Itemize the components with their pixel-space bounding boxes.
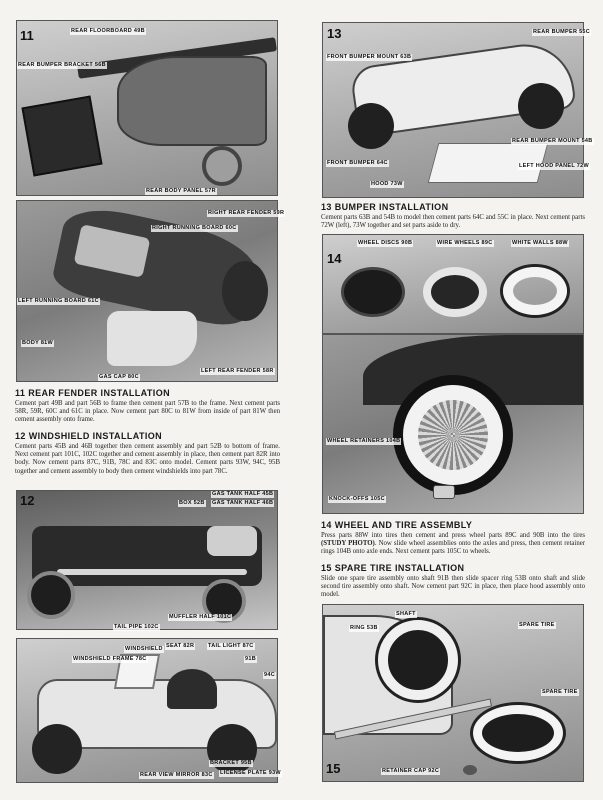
wheel-disc xyxy=(341,267,405,317)
label-gas-tank-46b: GAS TANK HALF 46B xyxy=(212,500,274,506)
seat xyxy=(167,669,217,709)
wire-spokes xyxy=(418,400,488,470)
body-shell xyxy=(117,56,267,146)
label-license-plate: LICENSE PLATE 93W xyxy=(220,770,281,776)
step-title: WHEEL AND TIRE ASSEMBLY xyxy=(334,520,473,530)
step-title: BUMPER INSTALLATION xyxy=(334,202,449,212)
step-number: 15 xyxy=(321,563,332,573)
label-white-walls: WHITE WALLS 88W xyxy=(512,240,568,246)
label-left-running-board: LEFT RUNNING BOARD 61C xyxy=(18,298,99,304)
label-rear-bumper-bracket: REAR BUMPER BRACKET 56B xyxy=(18,62,106,68)
step-11-heading xyxy=(15,388,280,399)
label-hood: HOOD 73W xyxy=(371,181,403,187)
label-rear-floorboard: REAR FLOORBOARD 49B xyxy=(71,28,145,34)
step-14-text xyxy=(321,532,585,557)
photo-bumper xyxy=(322,22,584,198)
label-front-bumper: FRONT BUMPER 64C xyxy=(327,160,388,166)
label-left-hood-panel: LEFT HOOD PANEL 72W xyxy=(519,163,589,169)
wheel xyxy=(202,146,242,186)
label-gas-tank-45b: GAS TANK HALF 45B xyxy=(212,491,274,497)
label-knock-offs: KNOCK-OFFS 105C xyxy=(329,496,385,502)
photo-step-number: 14 xyxy=(327,251,342,266)
step-number: 14 xyxy=(321,520,332,530)
label-94c: 94C xyxy=(264,672,275,678)
label-tail-light: TAIL LIGHT 87C xyxy=(208,643,254,649)
front-wheel xyxy=(32,724,82,774)
label-wheel-discs: WHEEL DISCS 90B xyxy=(358,240,413,246)
step-13-text: Cement parts 63B and 54B to model then cement parts 64C and 55C in place. Next cement parts 72W (left), 73W together and set parts aside to dry. xyxy=(321,214,585,230)
body-tub xyxy=(107,311,197,366)
label-left-rear-fender: LEFT REAR FENDER 58R xyxy=(201,368,274,374)
step-12-text: Cement parts 45B and 46B together then cement assembly and part 52B to bottom of frame. Next cement part 101C, 102C together and cement assembly in place, then cement part 82R into body. Now cement parts 87C, 91B, 78C and 83C onto model. Cement parts 93W, 94C, 95B together and cement assembly to body then cement windshields into part 78C. xyxy=(15,443,280,475)
step-title: WINDSHIELD INSTALLATION xyxy=(28,431,163,441)
front-wheel xyxy=(348,103,394,149)
label-front-bumper-mount: FRONT BUMPER MOUNT 63B xyxy=(327,54,412,60)
knock-off-part xyxy=(433,485,455,499)
step-12-heading xyxy=(15,431,280,442)
label-windshield: WINDSHIELD xyxy=(125,646,163,652)
exhaust xyxy=(57,569,247,575)
label-shaft: SHAFT xyxy=(396,611,416,617)
label-rear-body-panel: REAR BODY PANEL 57R xyxy=(146,188,216,194)
label-right-running-board: RIGHT RUNNING BOARD 60C xyxy=(152,225,237,231)
rear-wheel xyxy=(518,83,564,129)
photo-rear-floorboard xyxy=(16,20,278,196)
label-wheel-retainers: WHEEL RETAINERS 104B xyxy=(327,438,401,444)
label-windshield-frame: WINDSHIELD FRAME 78C xyxy=(73,656,147,662)
step-number: 13 xyxy=(321,202,332,212)
step-14-emphasis: (STUDY PHOTO) xyxy=(321,540,375,548)
label-rear-view-mirror: REAR VIEW MIRROR 83C xyxy=(140,772,213,778)
label-gas-cap: GAS CAP 80C xyxy=(99,374,139,380)
label-box: BOX 52B xyxy=(179,500,205,506)
label-91b: 91B xyxy=(245,656,256,662)
spare-wheel-mounted xyxy=(378,620,458,700)
step-13-heading xyxy=(321,202,585,213)
step-15-text: Slide one spare tire assembly onto shaft 91B then slide spacer ring 53B onto shaft and slide second tire assembly onto shaft. Now cement part 92C in place, then place hood assembly onto model. xyxy=(321,575,585,599)
photo-step-number: 12 xyxy=(20,493,35,508)
photo-step-number: 13 xyxy=(327,26,342,41)
white-wall xyxy=(503,267,567,315)
photo-gas-tank xyxy=(16,490,278,630)
wire-wheel xyxy=(423,267,487,317)
label-right-rear-fender: RIGHT REAR FENDER 59R xyxy=(208,210,285,216)
step-title: REAR FENDER INSTALLATION xyxy=(28,388,170,398)
step-11-text: Cement part 49B and part 56B to frame then cement part 57B to the frame. Next cement parts 58R, 59R, 60C and 61C in place. Now cement part 80C to 81W from inside of part 81W then cement assembly onto frame. xyxy=(15,400,280,424)
photo-wheel-mounted xyxy=(322,334,584,514)
label-spare-tire-2: SPARE TIRE xyxy=(542,689,578,695)
step-14-heading xyxy=(321,520,585,531)
retainer-cap xyxy=(463,765,477,775)
step-14-text-b: . Now slide wheel assemblies onto the axles and press, then cement retainer rings 104B onto axle ends. Next cement parts 105C to wheels. xyxy=(321,540,586,556)
step-number: 12 xyxy=(15,431,26,441)
label-ring: RING 53B xyxy=(350,625,378,631)
spare-tire-loose xyxy=(473,705,563,761)
label-spare-tire-1: SPARE TIRE xyxy=(519,622,555,628)
front-wheel xyxy=(27,571,75,619)
step-15-heading xyxy=(321,563,585,574)
label-retainer-cap: RETAINER CAP 92C xyxy=(382,768,440,774)
gas-tank xyxy=(207,526,257,556)
label-seat: SEAT 82R xyxy=(166,643,195,649)
rear-wheel xyxy=(222,261,268,321)
label-muffler: MUFFLER HALF 101C xyxy=(169,614,232,620)
photo-rear-fender xyxy=(16,200,278,382)
label-tail-pipe: TAIL PIPE 102C xyxy=(114,624,159,630)
label-wire-wheels: WIRE WHEELS 89C xyxy=(437,240,493,246)
step-title: SPARE TIRE INSTALLATION xyxy=(334,563,465,573)
label-rear-bumper-mount: REAR BUMPER MOUNT 54B xyxy=(512,138,593,144)
label-rear-bumper: REAR BUMPER 55C xyxy=(533,29,591,35)
label-bracket: BRACKET 95B xyxy=(210,760,252,766)
label-body: BODY 81W xyxy=(22,340,54,346)
floorboard-panel xyxy=(21,95,102,176)
photo-step-number: 11 xyxy=(20,28,34,43)
step-number: 11 xyxy=(15,388,26,398)
photo-wheel-parts xyxy=(322,234,584,334)
photo-step-number: 15 xyxy=(326,761,341,776)
step-14-text-a: Press parts 88W into tires then cement and press wheel parts 89C and 90B into the tires xyxy=(321,532,585,539)
